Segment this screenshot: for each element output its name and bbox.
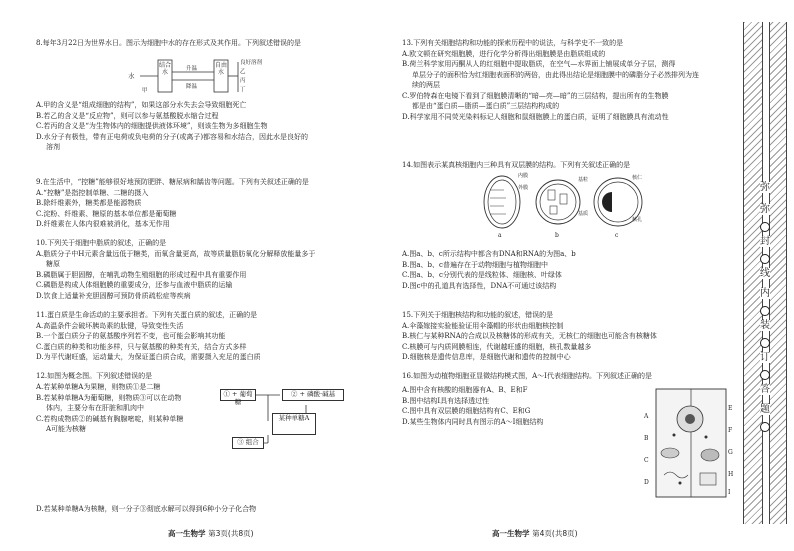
- question-13-stem: 13.下列有关细胞结构和功能的探索历程中的说法，与科学史不一致的是: [402, 39, 624, 47]
- q13-option-d: D.科学家用不同荧光染料标记人细胞和鼠细胞膜上的蛋白质，证明了细胞膜具有流动性: [402, 112, 669, 121]
- strip-char-zhuang: 装: [760, 320, 770, 331]
- strip-char-1: 弥: [760, 182, 770, 193]
- q12-option-a: A.若某种单糖A为果糖，则物质①是二糖: [36, 383, 161, 391]
- question-16: [402, 371, 740, 382]
- role-solvent: 良好溶剂: [240, 60, 263, 66]
- binding-strip: [743, 22, 787, 524]
- box-phosphate-base-label: ② + 磷酸·碱基: [290, 390, 336, 398]
- cell-figure: [644, 383, 736, 503]
- question-12: [36, 371, 371, 382]
- fig-b-label: b: [555, 232, 559, 239]
- q13-option-c: C.罗伯特森在电镜下看到了细胞膜清晰的“暗—亮—暗”的三层结构，提出所有的生物膜: [402, 91, 669, 100]
- strip-char-ding: 订: [760, 352, 770, 363]
- cell-label-e: E: [728, 405, 733, 412]
- q16-option-a: A.图中含有核酸的细胞器有A、B、E和F: [402, 386, 528, 394]
- strip-ring-2: [760, 254, 770, 264]
- role-yi: 乙: [240, 69, 246, 75]
- question-15: [402, 310, 740, 363]
- q14-option-b: B.图a、b、c普遍存在于动物细胞与植物细胞中: [402, 260, 548, 269]
- left-page: [0, 0, 390, 551]
- question-10-stem: 10.下列关于细胞中脂质的叙述，正确的是: [36, 239, 167, 247]
- q13-option-b-cont2: 续的两层: [412, 81, 440, 89]
- right-footer: [492, 528, 578, 539]
- q13-option-b: B.荷兰科学家用丙酮从人的红细胞中提取脂质，在空气—水界面上铺展成单分子层，测得: [402, 60, 676, 68]
- cell-label-i: I: [728, 489, 731, 496]
- right-footer-page: 第4页(共8页): [532, 529, 578, 538]
- question-8: [36, 38, 366, 49]
- left-footer: [168, 528, 254, 539]
- q16-option-c: C.图中具有双层膜的细胞结构有C、E和G: [402, 407, 531, 415]
- role-bing: 丙: [240, 78, 246, 84]
- question-16-options: [402, 385, 632, 427]
- fig-c-label: c: [615, 232, 619, 239]
- cell-label-f: F: [728, 427, 733, 434]
- strip-char-da: 答: [760, 384, 770, 395]
- q13-option-c-cont: 都是由“蛋白质—脂质—蛋白质”三层结构构成的: [412, 102, 560, 110]
- q15-option-d: D.细胞核是遗传信息库，是细胞代谢和遗传的控制中心: [402, 353, 571, 361]
- jia-label: 甲: [142, 88, 148, 94]
- q14-option-d: D.图c中的孔道具有选择性，DNA不可通过该结构: [402, 281, 557, 290]
- q13-option-b-cont1: 单层分子的面积恰为红细胞表面积的两倍，由此得出结论是细胞膜中的磷脂分子必然排列为连: [412, 70, 699, 79]
- box-glucose-label: ① + 葡萄糖: [223, 390, 253, 406]
- question-15-stem: 15.下列关于细胞核结构和功能的叙述，错误的是: [402, 311, 554, 319]
- left-footer-page: 第3页(共8页): [208, 529, 254, 538]
- q11-option-c: C.蛋白质的种类和功能多样，只与氨基酸的种类有关，结合方式多样: [36, 342, 247, 351]
- fig-inner-membrane: 内膜: [518, 173, 529, 179]
- fig-stroma: 基质: [578, 211, 589, 217]
- strip-ring-6: [760, 422, 770, 432]
- left-footer-title: 高一生物学: [168, 529, 206, 538]
- strip-char-ti: 题: [760, 404, 770, 415]
- strip-ring-5: [760, 370, 770, 380]
- strip-ring-3: [760, 306, 770, 316]
- question-11: [36, 310, 371, 363]
- q12-option-d-wrap: [36, 504, 376, 515]
- box-phosphate-base: [282, 389, 344, 401]
- organelle-figure: [480, 172, 650, 242]
- strip-ring-1: [760, 222, 770, 232]
- fig-nucleolus: 核仁: [632, 175, 643, 181]
- q12-option-c-cont: A可能为核糖: [46, 425, 87, 433]
- q9-option-a: A.“控糖”是指控制单糖、二糖的摄入: [36, 188, 149, 197]
- q8-option-c: C.若丙的含义是“为生物体内的细胞提供液体环境”，则该生物为多细胞生物: [36, 122, 268, 130]
- q9-option-b: B.除纤维素外，糖类都是能源物质: [36, 199, 142, 207]
- q15-option-b: B.核仁与某种RNA的合成以及核糖体的形成有关，无核仁的细胞也可能含有核糖体: [402, 332, 657, 340]
- strip-ring-4: [760, 338, 770, 348]
- q9-option-c: C.淀粉、纤维素、糖原的基本单位都是葡萄糖: [36, 209, 177, 218]
- q12-option-b: B.若某种单糖A为葡萄糖，则物质③可以在动物: [36, 393, 182, 402]
- box-sugar-a: [272, 413, 316, 435]
- box-sugar-a-label: 某种单糖A: [278, 414, 310, 422]
- cell-label-a: A: [644, 413, 649, 420]
- q16-option-b: B.图中结构I具有选择透过性: [402, 396, 490, 405]
- fig-a-label: a: [498, 232, 502, 239]
- box-combine-label: ③ 组合: [237, 438, 259, 446]
- q15-option-c: C.核膜可与内质网膜相连，代谢越旺盛的细胞，核孔数量越多: [402, 342, 592, 351]
- role-ding: 丁: [240, 87, 246, 93]
- q9-option-d: D.纤维素在人体内很难被消化，基本无作用: [36, 220, 170, 228]
- q10-option-a: A.脂质分子中H元素含量远低于糖类，而氧含量更高，故等质量脂肪氧化分解释放能量多于: [36, 249, 316, 258]
- free-water-label: 自由水: [215, 62, 228, 76]
- strip-char-2: 弥: [760, 204, 770, 215]
- q8-option-a: A.甲的含义是“组成细胞的结构”，如果这部分水失去会导致细胞死亡: [36, 101, 247, 109]
- cell-label-g: G: [728, 449, 733, 456]
- cell-label-c: C: [644, 457, 649, 464]
- question-13: [402, 38, 740, 122]
- q8-option-d: D.水分子有极性，带有正电荷或负电荷的分子(或离子)都容易和水结合，因此水是良好的: [36, 132, 309, 141]
- q10-option-a-cont: 糖原: [46, 260, 60, 268]
- question-16-stem: 16.如图为动植物细胞亚显微结构模式图，A～I代表细胞结构。下列叙述正确的是: [402, 372, 652, 380]
- question-14-stem: 14.如图表示某真核细胞内三种具有双层膜的结构。下列有关叙述正确的是: [402, 161, 631, 169]
- question-8-options: [36, 100, 371, 153]
- right-footer-title: 高一生物学: [492, 529, 530, 538]
- question-12-options: [36, 382, 236, 435]
- question-10: [36, 238, 371, 301]
- q10-option-b: B.磷脂属于胆固醇，在哺乳动物生殖细胞的形成过程中具有重要作用: [36, 270, 247, 279]
- strip-char-nei: 内: [760, 288, 770, 299]
- cell-label-d: D: [644, 479, 649, 486]
- water-diagram: [128, 56, 278, 96]
- cool-down-label: 降温: [186, 84, 198, 90]
- q8-option-d-cont: 溶剂: [46, 143, 60, 151]
- organelle-figure-svg: [480, 172, 650, 242]
- q11-option-d: D.为平代谢旺盛，运动量大，为保证蛋白质合成，需要摄入充足的蛋白质: [36, 353, 261, 361]
- q10-option-d: D.饮食上适量补充胆固醇可预防骨质疏松症等疾病: [36, 291, 191, 300]
- strip-char-xian: 线: [760, 268, 770, 279]
- question-9: [36, 177, 371, 230]
- q12-option-c: C.若构成物质②的碱基有胸腺嘧啶，则某种单糖: [36, 414, 184, 423]
- fig-outer-membrane: 外膜: [518, 185, 529, 191]
- water-label: 水: [128, 72, 135, 80]
- cell-figure-svg: [644, 383, 736, 503]
- q16-option-d: D.某些生物体内同时具有图示的A～I细胞结构: [402, 417, 544, 426]
- question-8-stem: 8.每年3月22日为世界水日。图示为细胞中水的存在形式及其作用。下列叙述错误的是: [36, 39, 302, 47]
- heat-up-label: 升温: [186, 66, 198, 72]
- cell-label-h: H: [728, 471, 734, 478]
- q14-option-c: C.图a、b、c分别代表的是线粒体、细胞核、叶绿体: [402, 271, 562, 279]
- question-9-stem: 9.在生活中，“控糖”能够很好地预防肥胖、糖尿病和龋齿等问题。下列有关叙述正确的是: [36, 178, 309, 186]
- question-11-stem: 11.蛋白质是生命活动的主要承担者。下列有关蛋白质的叙述，正确的是: [36, 311, 258, 319]
- q12-option-b-cont: 体内，主要分布在肝脏和肌肉中: [46, 404, 144, 412]
- q10-option-c: C.磷脂是构成人体细胞膜的重要成分，还参与血液中脂质的运输: [36, 281, 233, 289]
- bound-water-label: 结合水: [159, 62, 172, 76]
- fig-nuclear-pore: 核孔: [632, 217, 643, 223]
- question-14: [402, 160, 740, 171]
- cell-label-b: B: [644, 435, 649, 442]
- box-combine: [232, 437, 264, 449]
- q11-option-a: A.高温条件会破坏胰岛素的肽键，导致变性失活: [36, 321, 184, 330]
- q12-option-d: D.若某种单糖A为核糖，则一分子③彻底水解可以得到6种小分子化合物: [36, 505, 257, 513]
- right-page: [390, 0, 740, 551]
- question-12-stem: 12.如图为概念图。下列叙述错误的是: [36, 372, 153, 380]
- q13-option-a: A.欧文顿在研究细胞膜，进行化学分析得出细胞膜是由脂质组成的: [402, 49, 606, 58]
- fig-grana: 基粒: [578, 177, 589, 183]
- q15-option-a: A.伞藻嫁接实验能验证用伞藻帽的形状由细胞核控制: [402, 321, 564, 330]
- q11-option-b: B.一个蛋白质分子的氨基酸序列若不变，也可能会影响其功能: [36, 332, 226, 340]
- q8-option-b: B.若乙的含义是“反应物”，则可以参与氨基酸脱水缩合过程: [36, 111, 219, 120]
- q14-option-a: A.图a、b、c所示结构中都含有DNA和RNA的为图a、b: [402, 250, 576, 258]
- strip-char-3: 封: [760, 236, 770, 247]
- question-14-options: [402, 249, 740, 291]
